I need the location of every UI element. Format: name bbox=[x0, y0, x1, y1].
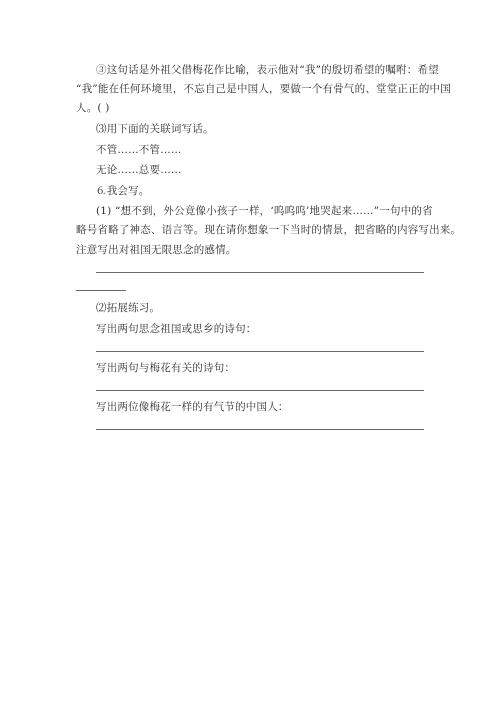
prompt-principled-people: 写出两位像梅花一样的有气节的中国人： bbox=[96, 401, 289, 413]
answer-line-homeland-poems[interactable] bbox=[96, 351, 424, 352]
answer-line-principled-people[interactable] bbox=[96, 429, 424, 430]
prompt-homeland-poems: 写出两句思念祖国或思乡的诗句： bbox=[96, 323, 257, 335]
q1-line1: (1) “想不到，外公竟像小孩子一样，‘呜呜呜’地哭起来……”一句中的省 bbox=[96, 205, 433, 217]
conjunction-pair-1: 不管……不管…… bbox=[96, 144, 182, 156]
conjunction-pair-2: 无论……总要…… bbox=[96, 164, 182, 176]
item3-line3: 人。( ) bbox=[76, 102, 110, 114]
item3-line1: ③这句话是外祖父借梅花作比喻，表示他对“我”的殷切希望的嘱咐：希望 bbox=[96, 64, 439, 76]
section4-heading: ⒍我会写。 bbox=[96, 185, 150, 197]
q2-heading: ⑵拓展练习。 bbox=[96, 302, 161, 314]
prompt-plum-poems: 写出两句与梅花有关的诗句： bbox=[96, 362, 236, 374]
sub3-heading: ⑶用下面的关联词写话。 bbox=[96, 123, 214, 135]
item3-line2: “我”能在任何环境里，不忘自己是中国人，要做一个有骨气的、堂堂正正的中国 bbox=[76, 83, 451, 95]
answer-line-plum-poems[interactable] bbox=[96, 390, 424, 391]
q1-line3: 注意写出对祖国无限思念的感情。 bbox=[76, 244, 237, 256]
answer-line-q1[interactable] bbox=[96, 272, 424, 273]
answer-line-q1-short[interactable] bbox=[76, 290, 126, 291]
q1-line2: 略号省略了神态、语言等。现在请你想象一下当时的情景，把省略的内容写出来。 bbox=[76, 224, 462, 236]
